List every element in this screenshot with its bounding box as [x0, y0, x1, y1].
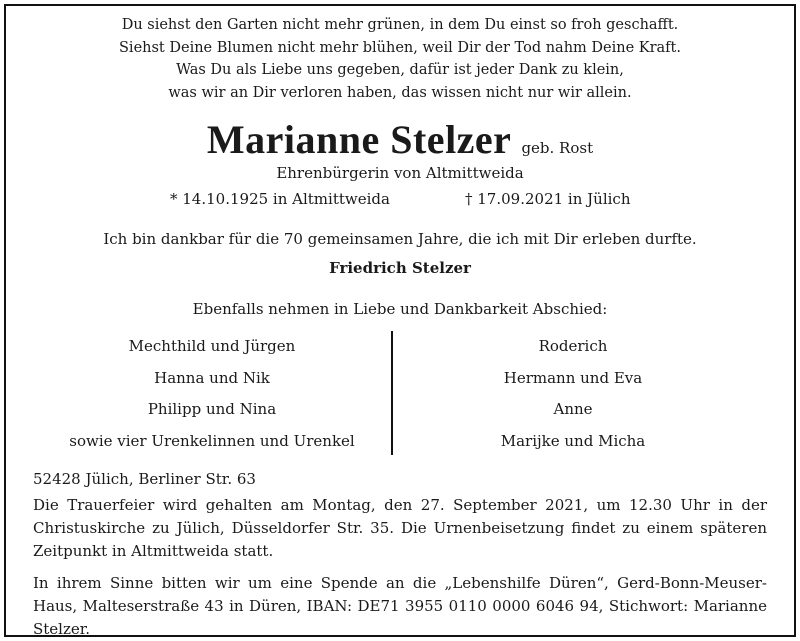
- column-divider: [391, 331, 393, 455]
- poem-line: Was Du als Liebe uns gegeben, dafür ist jeder Dank zu klein,: [176, 62, 624, 78]
- address: 52428 Jülich, Berliner Str. 63: [33, 470, 256, 488]
- funeral-info: Die Trauerfeier wird gehalten am Montag, den 27. September 2021, um 12.30 Uhr in der Christuskirche zu Jülich, Düsseldorfer Str. 35. Die Urnenbeisetzung findet zu einem späteren Zeitpunkt in Altmittweida statt.: [33, 496, 767, 560]
- mourner-entry: Roderich: [538, 337, 608, 355]
- mourner-entry: Mechthild und Jürgen: [128, 337, 296, 355]
- mourners-right-column: [408, 331, 738, 457]
- mourner-entry: Anne: [553, 400, 593, 418]
- honor-title: Ehrenbürgerin von Altmittweida: [276, 164, 524, 182]
- thanks-text: Ich bin dankbar für die 70 gemeinsamen Jahre, die ich mit Dir erleben durfte.: [103, 230, 697, 248]
- mourner-entry: Marijke und Micha: [500, 431, 646, 450]
- poem-line: Siehst Deine Blumen nicht mehr blühen, weil Dir der Tod nahm Deine Kraft.: [119, 39, 681, 56]
- poem-line: Du siehst den Garten nicht mehr grünen, in dem Du einst so froh geschafft.: [121, 17, 679, 33]
- poem: [0, 14, 800, 104]
- mourner-entry: Hermann und Eva: [503, 368, 643, 387]
- mourner-entry: Hanna und Nik: [154, 368, 270, 387]
- husband-name: Friedrich Stelzer: [329, 259, 471, 277]
- mourner-entry: sowie vier Urenkelinnen und Urenkel: [69, 431, 355, 450]
- mourners-intro: Ebenfalls nehmen in Liebe und Dankbarkeit Abschied:: [192, 300, 608, 318]
- deceased-name: Marianne Stelzer: [206, 117, 512, 162]
- maiden-name: geb. Rost: [521, 139, 594, 157]
- deceased-heading: [0, 116, 800, 163]
- death-date: † 17.09.2021 in Jülich: [465, 190, 631, 208]
- mourner-entry: Philipp und Nina: [147, 400, 277, 418]
- donation-info: In ihrem Sinne bitten wir um eine Spende an die „Lebenshilfe Düren“, Gerd-Bonn-Meuser-Haus, Malteserstraße 43 in Düren, IBAN: DE71 3955 0110 0000 6046 94, Stichwort: Marianne Stelzer.: [33, 574, 767, 638]
- poem-line: was wir an Dir verloren haben, das wissen nicht nur wir allein.: [168, 84, 632, 101]
- mourners-left-column: [47, 331, 377, 457]
- birth-date: * 14.10.1925 in Altmittweida: [170, 190, 390, 208]
